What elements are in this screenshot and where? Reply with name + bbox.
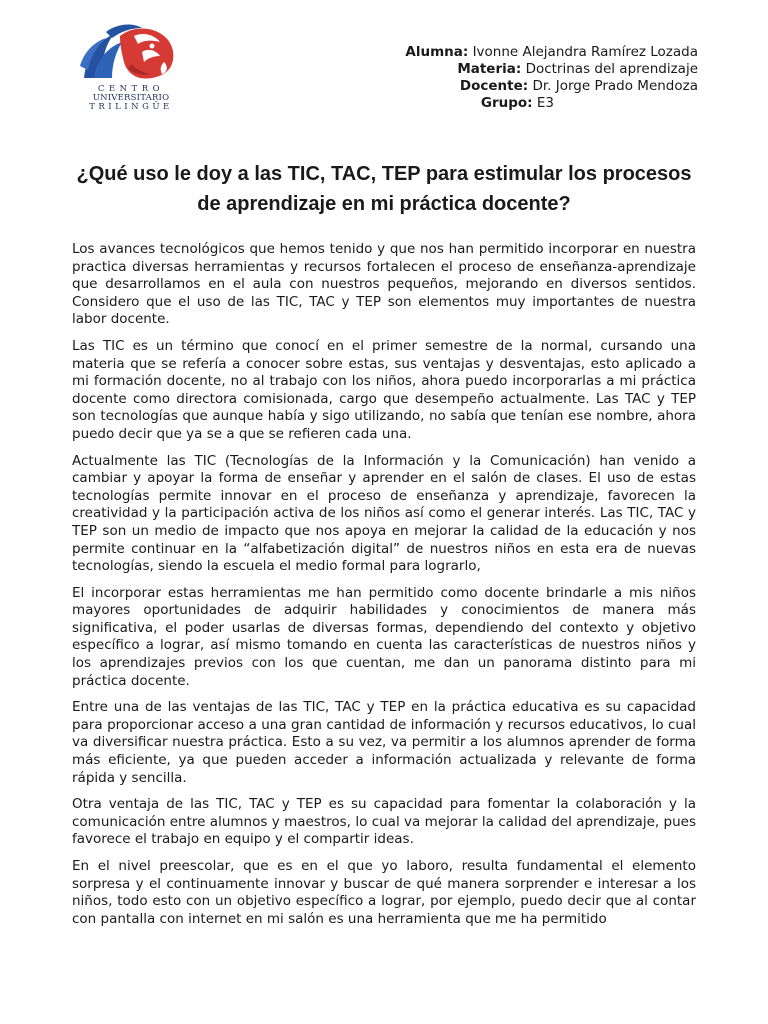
group-row — [405, 95, 554, 112]
subject-row — [405, 61, 698, 78]
paragraph: Los avances tecnológicos que hemos tenido y que nos han permitido incorporar en nuestra practica diversas herramientas y recursos fortalecen el proceso de enseñanza-aprendizaje que desarrollamos en el aula con nuestros pequeños, mejorando en diversos sentidos. Considero que el uso de las TIC, TAC y TEP son elementos muy importantes de nuestra labor docente. — [72, 241, 696, 328]
logo-text-universitario: UNIVERSITARIO — [92, 93, 170, 103]
paragraph: Actualmente las TIC (Tecnologías de la Información y la Comunicación) han venido a cambiar y apoyar la forma de enseñar y aprender en el salón de clases. El uso de estas tecnologías permite innovar en el proceso de enseñanza y aprendizaje, favorecen la creatividad y la participación activa de los niños así como el generar interés. Las TIC, TAC y TEP son un medio de impacto que nos apoya en mejorar la calidad de la educación y nos permite continuar en la “alfabetización digital” de nuestros niños en esta era de nuevas tecnologías, siendo la escuela el medio formal para lograrlo, — [72, 452, 696, 575]
group-label: Grupo: — [480, 95, 533, 111]
subject-name: Doctrinas del aprendizaje — [525, 61, 698, 77]
logo-text-centro: CENTRO — [97, 84, 165, 94]
university-logo — [76, 22, 186, 118]
document-body — [72, 241, 696, 937]
group-value: E3 — [536, 95, 554, 111]
student-name: Ivonne Alejandra Ramírez Lozada — [472, 44, 698, 60]
paragraph: Otra ventaja de las TIC, TAC y TEP es su capacidad para fomentar la colaboración y la comunicación entre alumnos y maestros, lo cual va mejorar la calidad del aprendizaje, pues favorece el trabajo en equipo y el compartir ideas. — [72, 796, 696, 848]
student-label: Alumna: — [405, 44, 469, 60]
student-row — [405, 44, 698, 61]
lion-emblem-icon — [76, 22, 186, 84]
paragraph: En el nivel preescolar, que es en el que yo laboro, resulta fundamental el elemento sorpresa y el continuamente innovar y buscar de qué manera sorprender e interesar a los niños, todo esto con un objetivo específico a lograr, por ejemplo, puedo decir que al contar con pantalla con internet en mi salón es una herramienta que me ha permitido — [72, 858, 696, 927]
document-title: ¿Qué uso le doy a las TIC, TAC, TEP para estimular los procesos de aprendizaje en mi práctica docente? — [76, 163, 692, 215]
paragraph: El incorporar estas herramientas me han permitido como docente brindarle a mis niños mayores oportunidades de adquirir habilidades y conocimientos de manera más significativa, el poder usarlas de diversas formas, dependiendo del contexto y objetivo específico a lograr, así mismo tomando en cuenta las características de nuestros niños y los aprendizajes previos con los que cuentan, me dan un panorama distinto para mi práctica docente. — [72, 584, 696, 689]
subject-label: Materia: — [457, 61, 522, 77]
teacher-name: Dr. Jorge Prado Mendoza — [532, 78, 698, 94]
paragraph: Las TIC es un término que conocí en el primer semestre de la normal, cursando una materia que se refería a conocer sobre estas, sus ventajas y desventajas, esto aplicado a mi formación docente, no al trabajo con los niños, ahora puedo incorporarlas a mi práctica docente como directora comisionada, cargo que desempeño actualmente. Las TAC y TEP son tecnologías que aunque había y sigo utilizando, no sabía que tenían ese nombre, ahora puedo decir que ya se a que se refieren cada una. — [72, 337, 696, 442]
document-header — [405, 44, 698, 112]
paragraph: Entre una de las ventajas de las TIC, TAC y TEP en la práctica educativa es su capacidad para proporcionar acceso a una gran cantidad de información y recursos educativos, lo cual va diversificar nuestra práctica. Esto a su vez, va permitir a los alumnos aprender de forma más eficiente, ya que pueden acceder a información actualizada y relevante de forma rápida y sencilla. — [72, 699, 696, 786]
teacher-label: Docente: — [459, 78, 529, 94]
logo-text-trilingue: TRILINGÜE — [89, 102, 173, 112]
teacher-row — [405, 78, 698, 95]
